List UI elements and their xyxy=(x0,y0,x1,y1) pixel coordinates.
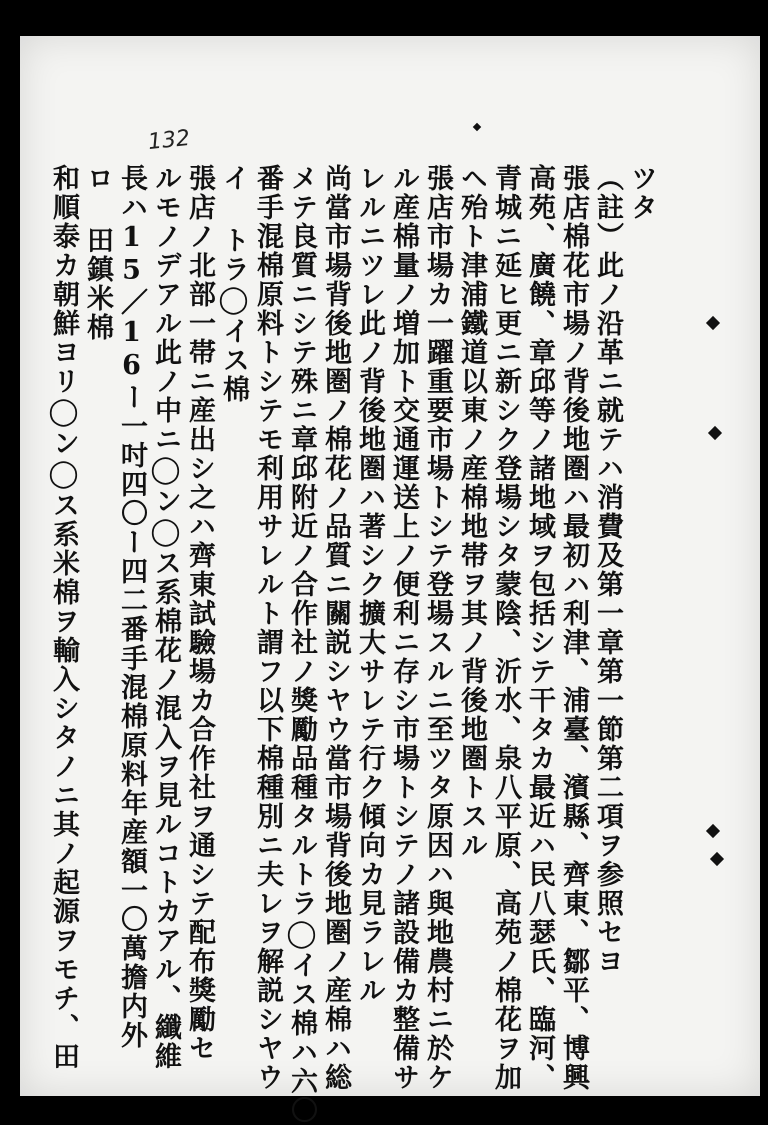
document-page xyxy=(20,36,760,1125)
text-column-10: 尚當市場背後地圏ノ棉花ノ品質ニ關説シヤウ當市場背後地圏ノ産棉ハ総 xyxy=(320,164,351,1092)
page-number: 132 xyxy=(146,125,192,156)
text-column-2: （註）此ノ沿革ニ就テハ消費及第一章第一節第二項ヲ参照セヨ xyxy=(592,164,623,976)
text-column-16: 長ハ15／16ー一吋四〇ー四二番手混棉原料年産額一〇萬擔内外 xyxy=(116,164,147,1050)
margin-mark xyxy=(708,426,722,440)
margin-mark xyxy=(706,316,720,330)
text-column-5: 青城ニ延ヒ更ニ新シク登場シタ蒙陰、沂水、泉八平原、高苑ノ棉花ヲ加 xyxy=(490,164,521,1092)
text-column-11: メテ良質ニシテ殊ニ章邱附近ノ合作社ノ獎勵品種タルトラ◯イス棉ハ六〇 xyxy=(286,164,317,1125)
text-column-3: 張店棉花市場ノ背後地圏ハ最初ハ利津、浦臺、濱縣、齊東、鄒平、博興 xyxy=(558,164,589,1092)
text-column-13: イ トラ◯イス棉 xyxy=(218,164,249,404)
text-column-7: 張店市場カ一躍重要市場トシテ登場スルニ至ツタ原因ハ與地農村ニ於ケ xyxy=(422,164,453,1092)
text-column-6: ヘ殆ト津浦鐵道以東ノ産棉地帯ヲ其ノ背後地圏トスル xyxy=(456,164,487,860)
text-column-17: ロ 田鎮米棉 xyxy=(82,164,113,342)
margin-mark xyxy=(706,824,720,838)
text-column-12: 番手混棉原料トシテモ利用サレルト謂フ以下棉種別ニ夫レヲ解説シヤウ xyxy=(252,164,283,1092)
text-column-18: 和順泰カ朝鮮ヨリ◯ン◯ス系米棉ヲ輸入シタノニ其ノ起源ヲモチ、田 xyxy=(48,164,79,1071)
text-column-14: 張店ノ北部一帯ニ産出シ之ハ齊東試驗場カ合作社ヲ通シテ配布獎勵セ xyxy=(184,164,215,1063)
margin-mark xyxy=(710,852,724,866)
text-column-9: レルニツレ此ノ背後地圏ハ著シク擴大サレテ行ク傾向カ見ラレル xyxy=(354,164,385,1005)
text-column-1: ツタ xyxy=(626,164,657,222)
text-column-4: 高苑、廣饒、章邱等ノ諸地域ヲ包括シテ干タカ最近ハ民八瑟氏、臨河、 xyxy=(524,164,555,1092)
text-column-15: ルモノデアル此ノ中ニ◯ン◯ス系棉花ノ混入ヲ見ルコトカアル、纖維 xyxy=(150,164,181,1071)
margin-mark xyxy=(473,123,481,131)
text-column-8: ル産棉量ノ増加ト交通運送上ノ便利ニ存シ市場トシテノ諸設備カ整備サ xyxy=(388,164,419,1092)
